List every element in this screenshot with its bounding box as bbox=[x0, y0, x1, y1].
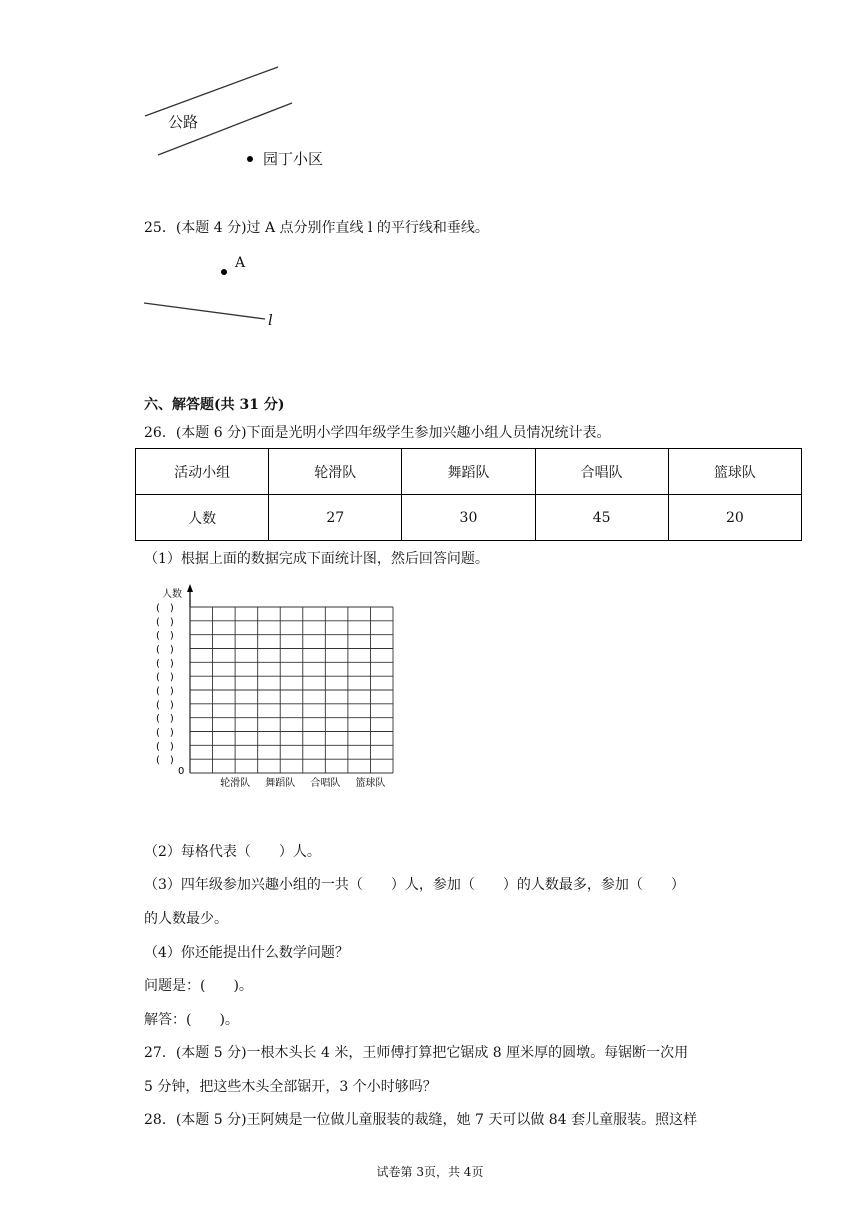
road-edge-upper bbox=[145, 67, 278, 116]
y-tick-placeholder: ( ) bbox=[156, 644, 174, 656]
q26-sub1: （1）根据上面的数据完成下面统计图，然后回答问题。 bbox=[144, 551, 489, 567]
table-cell: 舞蹈队 bbox=[402, 449, 535, 495]
line-l-label: l bbox=[268, 311, 273, 329]
y-tick-placeholder: ( ) bbox=[156, 603, 174, 614]
table-cell: 人数 bbox=[136, 495, 269, 541]
q27-line1: 27．(本题 5 分)一根木头长 4 米，王师傅打算把它锯成 8 厘米厚的圆墩。每锯断一次用 bbox=[144, 1045, 689, 1061]
y-axis-arrow-icon bbox=[187, 584, 193, 592]
y-tick-placeholder: ( ) bbox=[156, 672, 174, 684]
q26-intro: 26．(本题 6 分)下面是光明小学四年级学生参加兴趣小组人员情况统计表。 bbox=[144, 425, 611, 441]
y-tick-placeholder: ( ) bbox=[156, 699, 174, 711]
q26-sub2: （2）每格代表（ ）人。 bbox=[144, 844, 321, 860]
y-tick-placeholder: ( ) bbox=[156, 686, 174, 697]
y-tick-placeholder: ( ) bbox=[156, 741, 174, 753]
origin-label: 0 bbox=[178, 766, 185, 777]
y-tick-placeholder: ( ) bbox=[156, 713, 174, 725]
interest-group-table bbox=[135, 448, 802, 541]
table-row bbox=[136, 495, 802, 541]
table-cell: 篮球队 bbox=[668, 449, 801, 495]
y-tick-placeholder: ( ) bbox=[156, 616, 174, 628]
line-l bbox=[144, 303, 265, 319]
table-cell: 轮滑队 bbox=[269, 449, 402, 495]
page-footer: 试卷第 3页，共 4页 bbox=[376, 1165, 484, 1179]
x-axis-label: 轮滑队 bbox=[220, 778, 251, 789]
section-six-title: 六、解答题(共 31 分) bbox=[144, 397, 285, 413]
question-line: 问题是：( )。 bbox=[144, 978, 253, 994]
y-tick-placeholder: ( ) bbox=[156, 630, 174, 642]
road-label: 公路 bbox=[168, 113, 199, 131]
table-cell: 合唱队 bbox=[535, 449, 668, 495]
x-axis-label: 舞蹈队 bbox=[265, 778, 296, 789]
y-tick-placeholders bbox=[156, 603, 174, 766]
table-cell: 活动小组 bbox=[136, 449, 269, 495]
x-axis-label: 篮球队 bbox=[355, 778, 386, 789]
q26-sub4: （4）你还能提出什么数学问题？ bbox=[144, 945, 349, 961]
point-a-label: A bbox=[235, 255, 246, 271]
table-cell: 45 bbox=[535, 495, 668, 541]
y-tick-placeholder: ( ) bbox=[156, 755, 174, 767]
y-tick-placeholder: ( ) bbox=[156, 727, 174, 739]
point-a bbox=[221, 269, 227, 275]
q26-sub3-line1: （3）四年级参加兴趣小组的一共（ ）人，参加（ ）的人数最多，参加（ ） bbox=[144, 877, 685, 893]
x-axis-labels bbox=[220, 776, 385, 789]
community-point bbox=[247, 156, 253, 162]
table-cell: 30 bbox=[402, 495, 535, 541]
q28-line1: 28．(本题 5 分)王阿姨是一位做儿童服装的裁缝，她 7 天可以做 84 套儿童服装。照这样 bbox=[144, 1112, 698, 1128]
answer-line: 解答：( )。 bbox=[144, 1012, 239, 1028]
q26-sub3-line2: 的人数最少。 bbox=[144, 911, 228, 927]
y-axis-title: 人数 bbox=[162, 589, 182, 600]
grid bbox=[190, 607, 393, 773]
table-header-row bbox=[136, 449, 802, 495]
community-label: 园丁小区 bbox=[263, 150, 324, 168]
table-cell: 27 bbox=[269, 495, 402, 541]
q27-line2: 5 分钟，把这些木头全部锯开，3 个小时够吗？ bbox=[144, 1079, 437, 1095]
table-cell: 20 bbox=[668, 495, 801, 541]
blank-bar-chart bbox=[140, 580, 410, 795]
q25-text: 25．(本题 4 分)过 A 点分别作直线 l 的平行线和垂线。 bbox=[144, 220, 489, 236]
y-tick-placeholder: ( ) bbox=[156, 658, 174, 670]
q25-figure bbox=[140, 250, 300, 340]
x-axis-label: 合唱队 bbox=[310, 778, 341, 789]
